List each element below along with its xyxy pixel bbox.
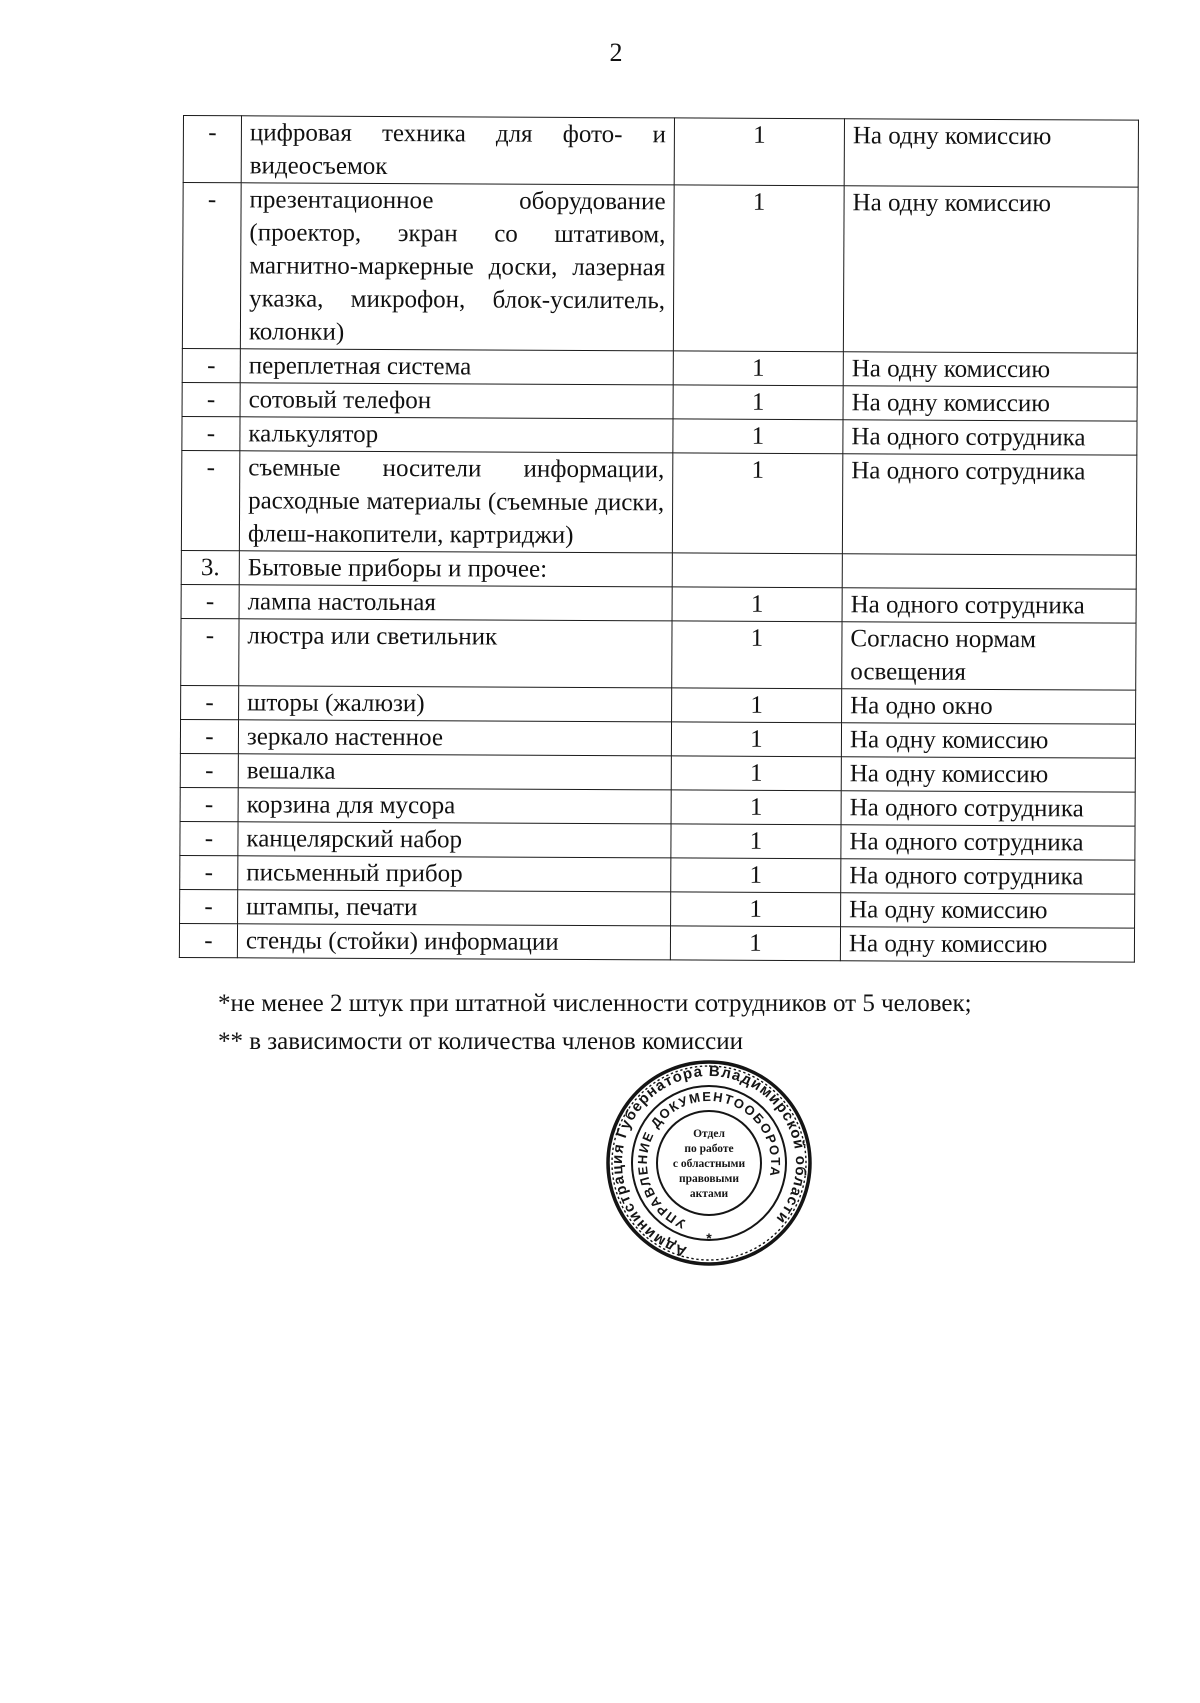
row-number-cell: -: [182, 416, 240, 450]
norm-cell: На одного сотрудника: [841, 791, 1135, 826]
quantity-cell: 1: [673, 419, 843, 454]
table-row: [180, 753, 1135, 792]
page-number: 2: [609, 38, 623, 67]
row-number-cell: -: [181, 618, 239, 685]
quantity-cell: 1: [672, 621, 842, 689]
table-row: [180, 889, 1135, 928]
item-name-cell: сотовый телефон: [240, 383, 673, 419]
norm-cell: На одну комиссию: [844, 119, 1138, 187]
table-row: [180, 855, 1135, 894]
item-name-cell: Бытовые приборы и прочее:: [239, 551, 672, 587]
row-number-cell: -: [180, 855, 238, 889]
table-row: [179, 923, 1134, 962]
official-seal: [604, 1058, 814, 1268]
seal-star: *: [706, 1230, 712, 1246]
table-row: [182, 348, 1137, 387]
item-name-cell: шторы (жалюзи): [239, 686, 672, 722]
row-number-cell: -: [183, 116, 241, 183]
seal-center-line: с областными: [672, 1158, 746, 1170]
quantity-cell: 1: [673, 185, 844, 352]
row-number-cell: -: [180, 753, 238, 787]
quantity-cell: 1: [672, 688, 842, 723]
quantity-cell: 1: [671, 824, 841, 859]
row-number-cell: -: [182, 382, 240, 416]
quantity-cell: 1: [671, 858, 841, 893]
norm-cell: На одну комиссию: [841, 723, 1135, 758]
quantity-cell: 1: [674, 118, 844, 186]
seal-inner-ring-text: УПРАВЛЕНИЕ ДОКУМЕНТООБОРОТА: [634, 1088, 784, 1232]
norm-cell: На одну комиссию: [841, 757, 1135, 792]
norm-cell: На одного сотрудника: [842, 588, 1136, 623]
norm-cell: На одного сотрудника: [841, 859, 1135, 894]
table-row: [182, 416, 1137, 455]
quantity-cell: 1: [671, 790, 841, 825]
seal-center-line: по работе: [684, 1143, 734, 1155]
table-row: [180, 719, 1135, 758]
footnote-double-asterisk: ** в зависимости от количества членов комиссии: [218, 1028, 744, 1055]
row-number-cell: -: [180, 889, 238, 923]
quantity-cell: [672, 553, 842, 588]
item-name-cell: штампы, печати: [238, 890, 671, 926]
quantity-cell: 1: [672, 453, 842, 554]
item-name-cell: зеркало настенное: [238, 720, 671, 756]
item-name-cell: письменный прибор: [238, 856, 671, 892]
quantity-cell: 1: [673, 351, 843, 386]
quantity-cell: 1: [671, 892, 841, 927]
norm-cell: На одного сотрудника: [841, 825, 1135, 860]
table-row: [183, 116, 1138, 188]
equipment-table-body: [179, 116, 1138, 963]
table-row: [181, 618, 1136, 690]
quantity-cell: 1: [673, 385, 843, 420]
row-number-cell: -: [182, 348, 240, 382]
row-number-cell: -: [181, 584, 239, 618]
table-row: [182, 183, 1138, 354]
norm-cell: [842, 554, 1136, 589]
item-name-cell: вешалка: [238, 754, 671, 790]
item-name-cell: канцелярский набор: [238, 822, 671, 858]
norm-cell: На одно окно: [842, 689, 1136, 724]
item-name-cell: люстра или светильник: [239, 619, 672, 688]
item-name-cell: корзина для мусора: [238, 788, 671, 824]
item-name-cell: переплетная система: [240, 349, 673, 385]
item-name-cell: презентационное оборудование (проектор, экран со штативом, магнитно-маркерные доски, лазерная указка, микрофон, блок-усилитель, колонки): [240, 183, 674, 351]
norm-cell: На одну комиссию: [843, 186, 1138, 353]
footnotes: [218, 985, 972, 1061]
norm-cell: На одного сотрудника: [843, 420, 1137, 455]
seal-center-line: актами: [689, 1188, 729, 1200]
table-row: [182, 382, 1137, 421]
table-row: [181, 450, 1136, 555]
item-name-cell: калькулятор: [240, 417, 673, 453]
seal-center-line: правовыми: [678, 1173, 740, 1185]
norm-cell: На одного сотрудника: [842, 454, 1136, 555]
quantity-cell: 1: [672, 587, 842, 622]
row-number-cell: -: [181, 685, 239, 719]
row-number-cell: -: [179, 923, 237, 957]
equipment-table: [179, 115, 1139, 963]
norm-cell: На одну комиссию: [841, 893, 1135, 928]
row-number-cell: -: [180, 821, 238, 855]
quantity-cell: 1: [671, 722, 841, 757]
row-number-cell: -: [180, 719, 238, 753]
footnote-single-asterisk: *не менее 2 штук при штатной численности сотрудников от 5 человек;: [218, 990, 972, 1017]
row-number-cell: 3.: [181, 550, 239, 584]
quantity-cell: 1: [671, 756, 841, 791]
row-number-cell: -: [180, 787, 238, 821]
quantity-cell: 1: [670, 926, 840, 961]
table-row: [180, 821, 1135, 860]
norm-cell: На одну комиссию: [843, 386, 1137, 421]
item-name-cell: стенды (стойки) информации: [237, 924, 670, 960]
table-row: [181, 550, 1136, 589]
table-row: [181, 685, 1136, 724]
norm-cell: На одну комиссию: [840, 927, 1134, 962]
row-number-cell: -: [182, 183, 241, 349]
row-number-cell: -: [181, 450, 239, 550]
norm-cell: На одну комиссию: [843, 352, 1137, 387]
seal-center-line: Отдел: [693, 1128, 725, 1140]
item-name-cell: лампа настольная: [239, 585, 672, 621]
item-name-cell: цифровая техника для фото- и видеосъемок: [241, 116, 674, 185]
norm-cell: Согласно нормам освещения: [842, 622, 1136, 690]
item-name-cell: съемные носители информации, расходные материалы (съемные диски, флеш-накопители, картриджи): [239, 451, 672, 553]
seal-outer-ring-text: Администрация Губернатора Владимирской области: [608, 1062, 810, 1260]
table-row: [181, 584, 1136, 623]
seal-center-text: [673, 1128, 746, 1200]
table-row: [180, 787, 1135, 826]
